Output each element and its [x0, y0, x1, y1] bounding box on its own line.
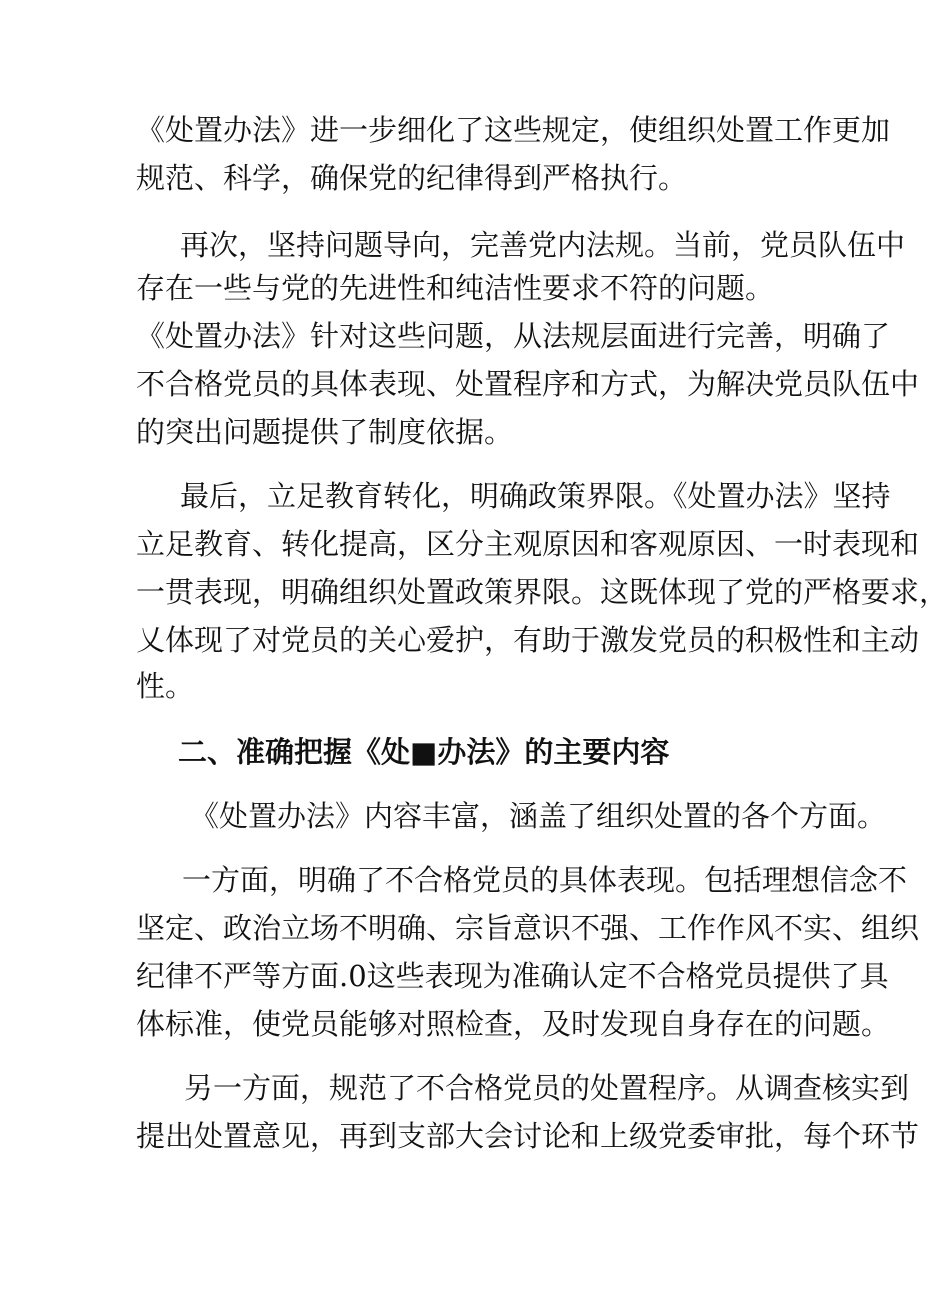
text-line: 不合格党员的具体表现、处置程序和方式，为解决党员队伍中: [136, 367, 920, 401]
text-line: 再次，坚持问题导向，完善党内法规。当前，党员队伍中: [180, 228, 906, 262]
text-line: 《处置办法》进一步细化了这些规定，使组织处置工作更加: [136, 113, 891, 147]
text-line: 最后，立足教育转化，明确政策界限。《处置办法》坚持: [180, 479, 891, 513]
text-line: 纪律不严等方面.0这些表现为准确认定不合格党员提供了具: [136, 959, 889, 993]
text-line: 的突出问题提供了制度依据。: [136, 415, 514, 449]
text-line: 立足教育、转化提高，区分主观原因和客观原因、一时表现和: [136, 527, 920, 561]
text-line: 乂体现了对党员的关心爱护，有助于激发党员的积极性和主动: [136, 623, 920, 657]
text-line: 一方面，明确了不合格党员的具体表现。包括理想信念不: [182, 863, 908, 897]
text-line: 提出处置意见，再到支部大会讨论和上级党委审批，每个环节: [136, 1119, 920, 1153]
text-line: 体标准，使党员能够对照检查，及时发现自身存在的问题。: [136, 1007, 891, 1041]
text-line: 一贯表现，明确组织处置政策界限。这既体现了党的严格要求，: [136, 575, 948, 609]
text-line: 性。: [136, 669, 195, 703]
text-line: 坚定、政治立场不明确、宗旨意识不强、工作作风不实、组织: [136, 911, 920, 945]
text-line: 规范、科学，确保党的纪律得到严格执行。: [136, 161, 688, 195]
text-line: 《处置办法》针对这些问题，从法规层面进行完善，明确了: [136, 319, 891, 353]
section-heading: 二、准确把握《处■办法》的主要内容: [178, 735, 670, 769]
text-line: 《处置办法》内容丰富，涵盖了组织处置的各个方面。: [190, 799, 887, 833]
text-line: 存在一些与党的先进性和纯洁性要求不符的问题。: [136, 271, 775, 305]
text-line: 另一方面，规范了不合格党员的处置程序。从调查核实到: [184, 1071, 910, 1105]
